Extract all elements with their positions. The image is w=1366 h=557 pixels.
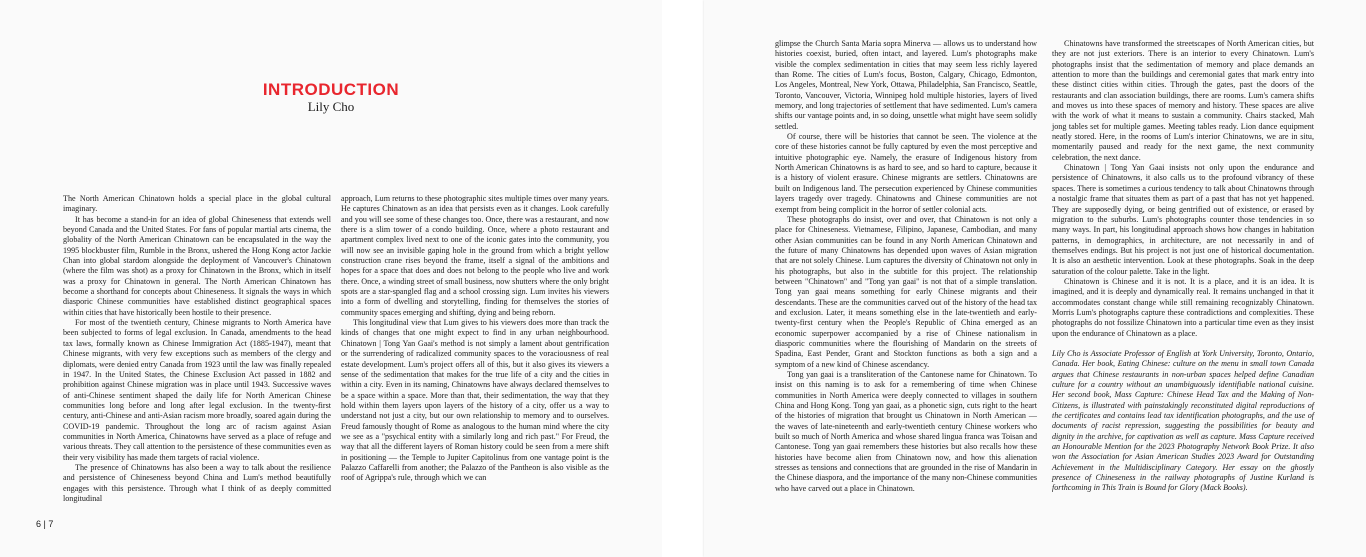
paragraph: glimpse the Church Santa Maria sopra Minerva — allows us to understand how histories coexist, buried, often intact, and layered. Lum's photographs make visible the complex sedimentation in cities that may seem less richly layered than Rome. The cities of Lum's focus, Boston, Calgary, Chicago, Edmonton, Los Angeles, Montreal, New York, Ottawa, Philadelphia, San Francisco, Seattle, Toronto, Vancouver, Victoria, Winnipeg hold multiple histories, layers of lived memory, and long trajectories of settlement that have sedimented. Lum's camera shifts our vantage points and, in so doing, unsettle what might have seem solidly settled. bbox=[775, 39, 1037, 131]
right-column-2 bbox=[1052, 39, 1314, 494]
left-page bbox=[0, 0, 662, 557]
author-bio: Lily Cho is Associate Professor of English at York University, Toronto, Ontario, Canada. Her book, Eating Chinese: culture on the menu in small town Canada argues that Chinese restaurants in non-urban spaces helped define Canadian culture for a country without an unambiguously identifiable national cuisine. Her second book, Mass Capture: Chinese Head Tax and the Making of Non-Citizens, is illustrated with painstakingly reconstituted digital reproductions of the certificates and contains lead tax identification photographs, and the use of documents of racist repression, suggesting the possibilities for beauty and dignity in the archive, for captivation as well as capture. Mass Capture received an Honourable Mention for the 2023 Photography Network Book Prize. It also won the Association for Asian American Studies 2023 Award for Outstanding Achievement in the Multidisciplinary Category. Her essay on the ghostly presence of Chineseness in the railway photographs of Justine Kurland is forthcoming in This Train is Bound for Glory (Mack Books). bbox=[1052, 348, 1314, 493]
right-page bbox=[704, 0, 1366, 557]
paragraph: Chinatown is Chinese and it is not. It is a place, and it is an idea. It is imagined, and it is deeply and dynamically real. It remains unchanged in that it accommodates constant change while still remaining recognizably Chinatown. Morris Lum's photographs capture these contradictions and complexities. These photographs do not fossilize Chinatown into a particular time even as they insist upon the endurance of Chinatown as a place. bbox=[1052, 276, 1314, 338]
paragraph: The North American Chinatown holds a special place in the global cultural imaginary. bbox=[63, 194, 331, 214]
right-column-1 bbox=[775, 39, 1037, 494]
paragraph: Chinatown | Tong Yan Gaai insists not only upon the endurance and persistence of Chinatowns, it also calls us to the profound vibrancy of these spaces. There is sometimes a curious tendency to talk about Chinatowns through a nostalgic frame that situates them as part of a past that has not yet happened. They are supposedly dying, or being gentrified out of existence, or erased by migration to the suburbs. Lum's photographs counter those tendencies in so many ways. In part, his longitudinal approach shows how changes in habitation patterns, in demographics, in architecture, are not necessarily in and of themselves endings. But his project is not just one of historical documentation. It is also an aesthetic intervention. Look at these photographs. Soak in the deep saturation of the colour palette. Take in the light. bbox=[1052, 163, 1314, 276]
page-number: 6 | 7 bbox=[36, 519, 54, 529]
paragraph: This longitudinal view that Lum gives to his viewers does more than track the kinds of changes that one might expect to find in any urban neighbourhood. Chinatown | Tong Yan Gaai's method is not simply a lament about gentrification or the surrendering of radicalized community spaces to the voraciousness of real estate development. Lum's project offers all of this, but it also gives its viewers a sense of the sedimentation that makes for the true life of a city and the cities in within a city. Even in its naming, Chinatowns have always declared themselves to be a space within a space. More than that, their sedimentation, the way that they hold within them layers upon layers of the history of a city, offer us a way to understand not just a city, but our own relationship to memory and to ourselves. Freud famously thought of Rome as analogous to the human mind where the city we see as a "psychical entity with a similarly long and rich past." For Freud, the way that all the different layers of Roman history could be seen from a mere shift in positioning — the Temple to Jupiter Capitolinus from one vantage point is the Palazzo Caffarelli from another; the Palazzo of the Pantheon is also visible as the roof of Agrippa's rule, through which we can bbox=[341, 318, 609, 483]
paragraph: It has become a stand-in for an idea of global Chineseness that extends well beyond Canada and the United States. For fans of popular martial arts cinema, the globality of the North American Chinatown can be encapsulated in the way the 1995 blockbuster film, Rumble in the Bronx, ushered the Hong Kong actor Jackie Chan into global stardom alongside the deployment of Vancouver's Chinatown (where the film was shot) as a proxy for Chinatown in the Bronx, which in itself was a proxy for Chinatown in general. The North American Chinatown has become a shorthand for concepts about Chineseness. It signals the ways in which diasporic Chinese communities have established distinct geographical spaces within cities that have historically been hostile to their presence. bbox=[63, 214, 331, 317]
left-column-1 bbox=[63, 194, 331, 504]
paragraph: These photographs do insist, over and over, that Chinatown is not only a place for Chineseness. Vietnamese, Filipino, Japanese, Cambodian, and many other Asian communities can be found in any North American Chinatown and the future of many Chinatowns has depended upon waves of Asian migration that are not solely Chinese. Lum captures the diversity of Chinatown not only in his photographs, but also in the subtitle for this project. The relationship between "Chinatown" and "Tong yan gaai" is not that of a simple translation. Tong yan gaai means something for early Chinese migrants and their descendants. These are the communities carved out of the history of the head tax and exclusion. Later, it means something else in the late-twentieth and early-twenty-first century when the People's Republic of China emerged as an economic superpower accompanied by a rise of Chinese nationalism in diasporic communities where the flourishing of Mandarin on the streets of Spadina, East Pender, Grant and Stockton functions as both a sign and a symptom of a new kind of Chinese ascendancy. bbox=[775, 214, 1037, 369]
gutter bbox=[662, 0, 704, 557]
paragraph: The presence of Chinatowns has also been a way to talk about the resilience and persistence of Chineseness beyond China and Lum's method beautifully engages with this persistence. Through what I think of as deeply committed longitudinal bbox=[63, 462, 331, 503]
paragraph: For most of the twentieth century, Chinese migrants to North America have been subjected to forms of legal exclusion. In Canada, amendments to the head tax laws, formally known as Chinese Immigration Act (1885-1947), meant that Chinese migrants, with very few exceptions such as members of the clergy and diplomats, were denied entry Canada from 1923 until the law was finally repealed in 1947. In the United States, the Chinese Exclusion Act passed in 1882 and prohibition against Chinese migration was in place until 1943. Successive waves of anti-Chinese sentiment shaped the daily life for North American Chinese communities long before and long after legal exclusion. In the twenty-first century, anti-Chinese and anti-Asian racism more broadly, soared again during the COVID-19 pandemic. Throughout the long arc of racism against Asian communities in North America, Chinatowns have served as a place of refuge and various threats. They call attention to the persistence of these communities even as their very visibility has made them targets of racial violence. bbox=[63, 318, 331, 462]
paragraph: approach, Lum returns to these photographic sites multiple times over many years. He captures Chinatown as an idea that persists even as it changes. Look carefully and you will see some of these changes too. Once, there was a restaurant, and now there is a slim tower of a condo building. Once, where a photo restaurant and apartment complex lived next to one of the iconic gates into the community, you will now see an invisible gaping hole in the ground from which a bright yellow construction crane rises beyond the frame, itself a signal of the ambitions and hopes for a space that does and does not belong to the people who live and work there. Once, a winding street of small business, now shutters where the only bright spots are a star-spangled flag and a school crossing sign. Lum invites his viewers into a form of dwelling and storytelling, finding for themselves the stories of community spaces emerging and shifting, dying and being reborn. bbox=[341, 194, 609, 317]
author-name: Lily Cho bbox=[307, 99, 355, 114]
left-column-2 bbox=[341, 194, 609, 484]
paragraph: Tong yan gaai is a transliteration of the Cantonese name for Chinatown. To insist on this naming is to ask for a remembering of time when Chinese communities in North America were deeply connected to villages in southern China and Hong Kong. Tong yan gaai, as a phonetic sign, cuts right to the heart of the histories of migration that brought us Chinatown in North American — the waves of late-nineteenth and early-twentieth century Chinese workers who built so much of North America and whose shared lingua franca was Toisan and Cantonese. Tong yan gaai remembers these histories but also recalls how these histories have become alien from Chinatown now, and how this alienation stresses as tensions and connections that are grounded in the rise of Mandarin in the Chinese diaspora, and the importance of the many non-Chinese communities who have carved out a place in Chinatown. bbox=[775, 370, 1037, 493]
paragraph: Of course, there will be histories that cannot be seen. The violence at the core of these histories cannot be fully captured by even the most perceptive and intuitive photographic eye. Namely, the erasure of Indigenous history from North American Chinatowns is as hard to see, and so hard to capture, because it is a history of violent erasure. Chinese migrants are settlers. Chinatowns are built on Indigenous land. The persecution experienced by Chinese communities layers tragedy over tragedy. Chinatowns and Chinese communities are not exempt from being complicit in the horror of settler colonial acts. bbox=[775, 132, 1037, 214]
page-title: INTRODUCTION bbox=[262, 80, 400, 99]
paragraph: Chinatowns have transformed the streetscapes of North American cities, but they are not just exteriors. There is an interior to every Chinatown. Lum's photographs insist that the sedimentation of memory and place demands an attention to more than the buildings and ceremonial gates that mark entry into these distinct cities within cities. Through the gates, past the doors of the restaurants and clan association buildings, there are rooms. Lum's camera shifts and moves us into these spaces of memory and history. These spaces are alive with the work of what it means to sustain a community. Chairs stacked, Mah jong tables set for multiple games. Meeting tables ready. Lion dance equipment neatly stored. Here, in the rooms of Lum's interior Chinatowns, we are in situ, momentarily paused and ready for the next game, the next community celebration, the next dance. bbox=[1052, 39, 1314, 162]
